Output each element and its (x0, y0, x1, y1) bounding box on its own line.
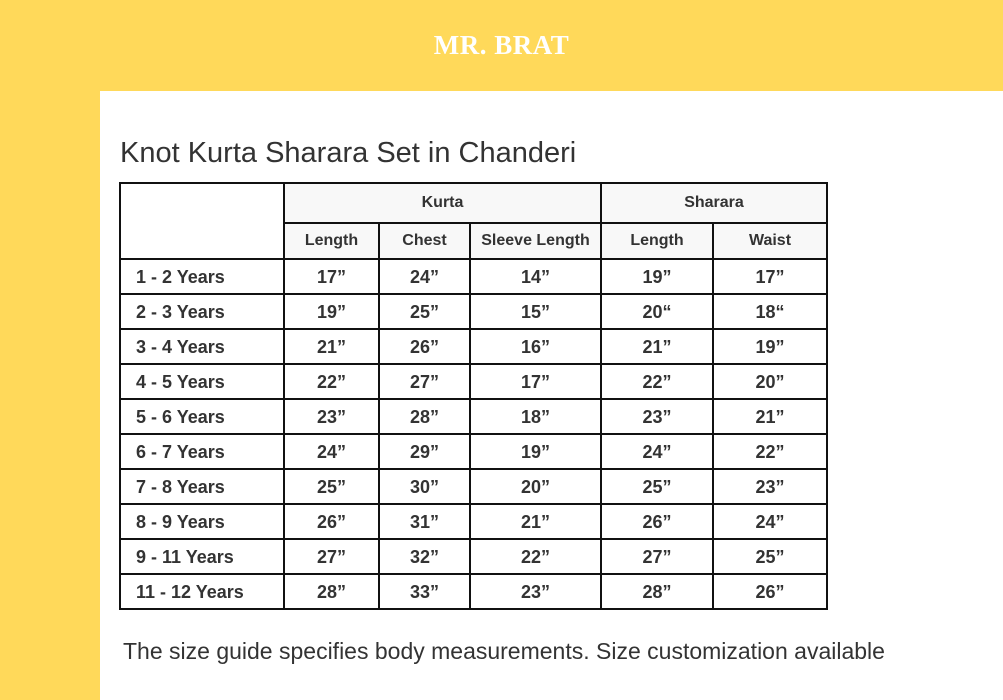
kurta-sleeve-length-cell: 22” (470, 539, 601, 574)
age-cell: 7 - 8 Years (120, 469, 284, 504)
kurta-length-cell: 28” (284, 574, 379, 609)
kurta-sleeve-length-cell: 20” (470, 469, 601, 504)
sharara-length-cell: 22” (601, 364, 713, 399)
kurta-chest-cell: 29” (379, 434, 470, 469)
kurta-length-cell: 22” (284, 364, 379, 399)
header-kurta-sleeve-length: Sleeve Length (470, 223, 601, 259)
kurta-sleeve-length-cell: 19” (470, 434, 601, 469)
kurta-sleeve-length-cell: 17” (470, 364, 601, 399)
sharara-waist-cell: 20” (713, 364, 827, 399)
table-row (120, 259, 827, 294)
sharara-waist-cell: 23” (713, 469, 827, 504)
header-kurta-length: Length (284, 223, 379, 259)
header-kurta: Kurta (284, 183, 601, 223)
kurta-sleeve-length-cell: 18” (470, 399, 601, 434)
sharara-waist-cell: 21” (713, 399, 827, 434)
sharara-waist-cell: 24” (713, 504, 827, 539)
sharara-waist-cell: 17” (713, 259, 827, 294)
table-row (120, 364, 827, 399)
header-sharara-length: Length (601, 223, 713, 259)
age-cell: 1 - 2 Years (120, 259, 284, 294)
age-cell: 2 - 3 Years (120, 294, 284, 329)
kurta-sleeve-length-cell: 15” (470, 294, 601, 329)
sharara-waist-cell: 26” (713, 574, 827, 609)
kurta-chest-cell: 25” (379, 294, 470, 329)
kurta-chest-cell: 26” (379, 329, 470, 364)
header-kurta-chest: Chest (379, 223, 470, 259)
table-row (120, 504, 827, 539)
kurta-length-cell: 23” (284, 399, 379, 434)
sharara-length-cell: 19” (601, 259, 713, 294)
kurta-chest-cell: 32” (379, 539, 470, 574)
sharara-waist-cell: 19” (713, 329, 827, 364)
sharara-length-cell: 28” (601, 574, 713, 609)
sharara-length-cell: 24” (601, 434, 713, 469)
size-chart-table (119, 182, 828, 610)
size-guide-note: The size guide specifies body measurements. Size customization available (123, 638, 885, 664)
header-sharara: Sharara (601, 183, 827, 223)
kurta-length-cell: 17” (284, 259, 379, 294)
age-cell: 5 - 6 Years (120, 399, 284, 434)
kurta-length-cell: 27” (284, 539, 379, 574)
kurta-chest-cell: 27” (379, 364, 470, 399)
sharara-length-cell: 25” (601, 469, 713, 504)
header-sharara-waist: Waist (713, 223, 827, 259)
page-title: Knot Kurta Sharara Set in Chanderi (120, 137, 577, 170)
table-row (120, 469, 827, 504)
kurta-length-cell: 24” (284, 434, 379, 469)
kurta-length-cell: 19” (284, 294, 379, 329)
header-corner-cell (120, 183, 284, 259)
age-cell: 9 - 11 Years (120, 539, 284, 574)
kurta-length-cell: 26” (284, 504, 379, 539)
table-row (120, 399, 827, 434)
table-row (120, 574, 827, 609)
sharara-length-cell: 21” (601, 329, 713, 364)
kurta-chest-cell: 24” (379, 259, 470, 294)
sharara-length-cell: 26” (601, 504, 713, 539)
sharara-length-cell: 23” (601, 399, 713, 434)
age-cell: 11 - 12 Years (120, 574, 284, 609)
table-row (120, 329, 827, 364)
age-cell: 6 - 7 Years (120, 434, 284, 469)
sharara-length-cell: 27” (601, 539, 713, 574)
sharara-waist-cell: 25” (713, 539, 827, 574)
kurta-chest-cell: 33” (379, 574, 470, 609)
sharara-waist-cell: 22” (713, 434, 827, 469)
kurta-sleeve-length-cell: 21” (470, 504, 601, 539)
kurta-length-cell: 21” (284, 329, 379, 364)
age-cell: 8 - 9 Years (120, 504, 284, 539)
sharara-waist-cell: 18“ (713, 294, 827, 329)
kurta-chest-cell: 28” (379, 399, 470, 434)
table-row (120, 294, 827, 329)
kurta-chest-cell: 30” (379, 469, 470, 504)
age-cell: 3 - 4 Years (120, 329, 284, 364)
age-cell: 4 - 5 Years (120, 364, 284, 399)
sharara-length-cell: 20“ (601, 294, 713, 329)
size-chart-body (120, 259, 827, 609)
table-row (120, 539, 827, 574)
brand-logo: MR. BRAT (433, 29, 570, 60)
table-row (120, 434, 827, 469)
kurta-sleeve-length-cell: 23” (470, 574, 601, 609)
kurta-chest-cell: 31” (379, 504, 470, 539)
kurta-sleeve-length-cell: 14” (470, 259, 601, 294)
kurta-length-cell: 25” (284, 469, 379, 504)
kurta-sleeve-length-cell: 16” (470, 329, 601, 364)
